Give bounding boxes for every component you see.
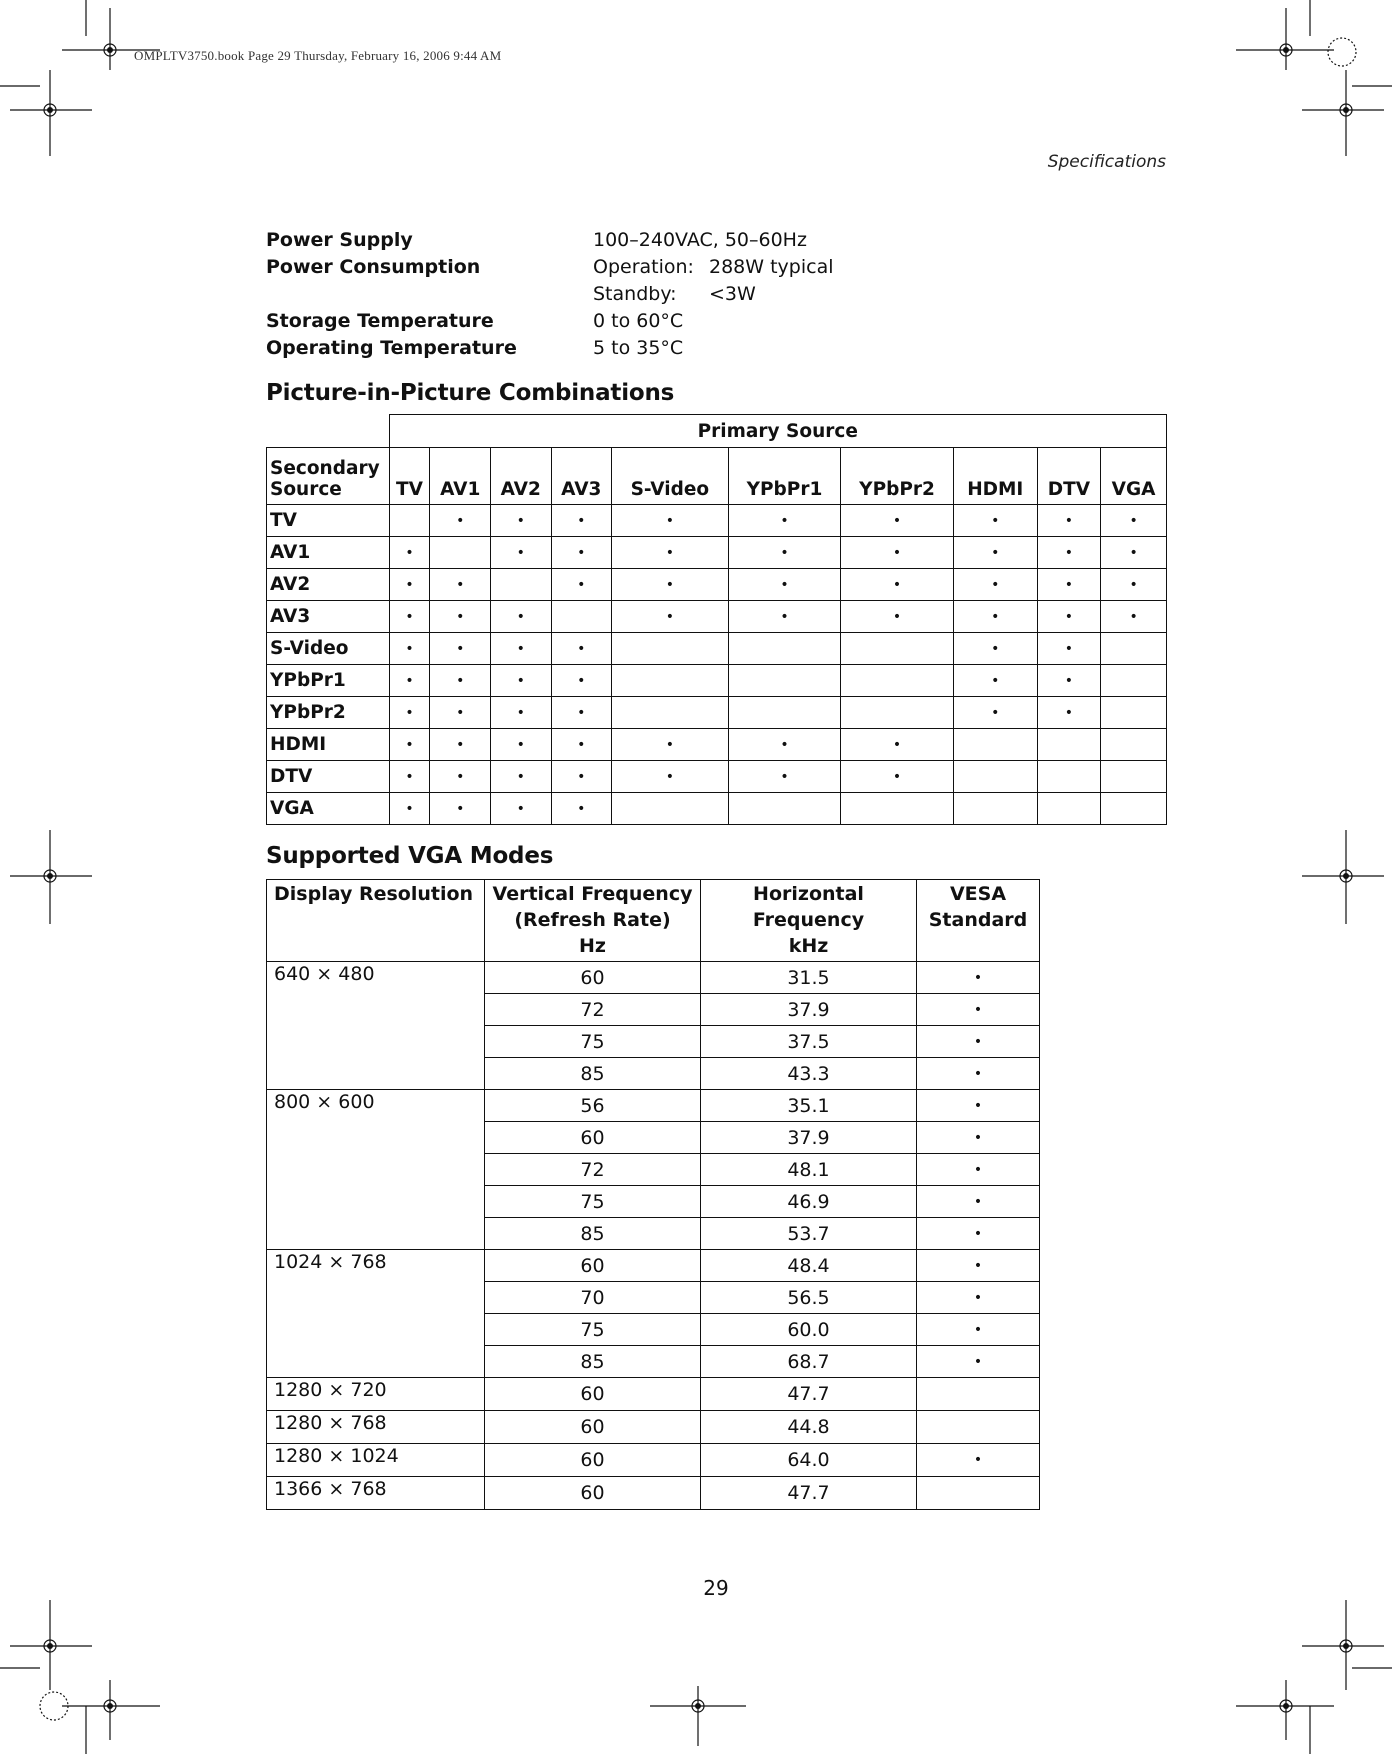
resolution-cell: 1024 × 768 [267, 1250, 485, 1378]
pip-empty-cell [728, 633, 841, 665]
pip-row-header: TV [267, 505, 390, 537]
horizontal-frequency-cell: 44.8 [701, 1411, 917, 1444]
spec-label: Operating Temperature [266, 337, 517, 359]
pip-empty-cell [953, 729, 1037, 761]
spec-subrow-standby [593, 281, 966, 308]
pip-supported-dot: • [728, 569, 841, 601]
pip-supported-dot: • [430, 569, 491, 601]
resolution-cell: 640 × 480 [267, 962, 485, 1090]
vertical-frequency-cell: 60 [485, 1378, 701, 1411]
pip-supported-dot: • [1037, 537, 1101, 569]
pip-supported-dot: • [491, 761, 552, 793]
vesa-dot: • [917, 1346, 1040, 1378]
pip-empty-cell [841, 697, 954, 729]
resolution-header: Display Resolution [267, 880, 485, 962]
spec-row-storage-temperature [266, 308, 966, 335]
pip-row-header: DTV [267, 761, 390, 793]
horizontal-frequency-cell: 47.7 [701, 1477, 917, 1510]
pip-supported-dot: • [389, 793, 430, 825]
pip-supported-dot: • [551, 537, 612, 569]
pip-supported-dot: • [841, 505, 954, 537]
spec-row-power-supply [266, 227, 966, 254]
vesa-dot: • [917, 1186, 1040, 1218]
pip-empty-cell [612, 665, 729, 697]
horizontal-frequency-cell: 68.7 [701, 1346, 917, 1378]
vertical-frequency-cell: 60 [485, 1444, 701, 1477]
vesa-dot: • [917, 1154, 1040, 1186]
pip-supported-dot: • [612, 761, 729, 793]
vga-mode-row [267, 1250, 1040, 1282]
horizontal-frequency-cell: 48.1 [701, 1154, 917, 1186]
secondary-source-header [267, 448, 390, 505]
pip-supported-dot: • [430, 505, 491, 537]
vertical-frequency-cell: 60 [485, 1122, 701, 1154]
pip-column-header: AV2 [491, 448, 552, 505]
horizontal-frequency-cell: 37.5 [701, 1026, 917, 1058]
resolution-cell: 1280 × 1024 [267, 1444, 485, 1477]
pip-supported-dot: • [430, 761, 491, 793]
pip-column-header: HDMI [953, 448, 1037, 505]
pip-supported-dot: • [841, 601, 954, 633]
spec-list [266, 227, 966, 362]
vesa-dot: • [917, 1314, 1040, 1346]
pip-row [267, 793, 1167, 825]
horizontal-frequency-cell: 37.9 [701, 1122, 917, 1154]
pip-row-header: AV1 [267, 537, 390, 569]
pip-supported-dot: • [551, 569, 612, 601]
pip-supported-dot: • [430, 633, 491, 665]
vertical-frequency-cell: 60 [485, 1411, 701, 1444]
pip-supported-dot: • [1101, 537, 1167, 569]
pip-empty-cell [1101, 793, 1167, 825]
vga-mode-row [267, 962, 1040, 994]
pip-column-header: VGA [1101, 448, 1167, 505]
vertical-frequency-cell: 60 [485, 1477, 701, 1510]
header-line: kHz [788, 935, 829, 957]
pip-row-header: AV2 [267, 569, 390, 601]
pip-supported-dot: • [491, 633, 552, 665]
horizontal-frequency-cell: 60.0 [701, 1314, 917, 1346]
pip-column-header: TV [389, 448, 430, 505]
pip-supported-dot: • [1101, 601, 1167, 633]
vesa-standard-header [917, 880, 1040, 962]
pip-supported-dot: • [1101, 505, 1167, 537]
pip-row-header: YPbPr1 [267, 665, 390, 697]
vesa-dot: • [917, 1250, 1040, 1282]
horizontal-frequency-cell: 53.7 [701, 1218, 917, 1250]
pip-supported-dot: • [551, 729, 612, 761]
vesa-dot: • [917, 1058, 1040, 1090]
pip-empty-cell [612, 633, 729, 665]
pip-supported-dot: • [728, 537, 841, 569]
pip-supported-dot: • [551, 793, 612, 825]
vertical-frequency-cell: 85 [485, 1346, 701, 1378]
vga-modes-table [266, 879, 1040, 1510]
pip-supported-dot: • [728, 729, 841, 761]
pip-empty-cell [491, 569, 552, 601]
header-line: Vertical Frequency [492, 883, 693, 905]
pip-supported-dot: • [1037, 697, 1101, 729]
vga-mode-row [267, 1411, 1040, 1444]
secondary-label-line: Secondary [270, 458, 380, 479]
pip-column-header: S-Video [612, 448, 729, 505]
pip-empty-cell [728, 665, 841, 697]
pip-empty-cell [389, 505, 430, 537]
vesa-dot: • [917, 1090, 1040, 1122]
pip-heading: Picture-in-Picture Combinations [266, 380, 675, 406]
pip-column-header: AV3 [551, 448, 612, 505]
vertical-frequency-cell: 60 [485, 962, 701, 994]
pip-empty-cell [841, 665, 954, 697]
pip-supported-dot: • [953, 537, 1037, 569]
pip-table [266, 414, 1167, 825]
spec-label: Storage Temperature [266, 310, 494, 332]
pip-row [267, 761, 1167, 793]
pip-empty-cell [1037, 729, 1101, 761]
pip-empty-cell [1037, 793, 1101, 825]
vesa-dot: • [917, 962, 1040, 994]
pip-empty-cell [841, 633, 954, 665]
pip-supported-dot: • [953, 697, 1037, 729]
pip-supported-dot: • [728, 761, 841, 793]
page-number: 29 [703, 1576, 729, 1600]
pip-supported-dot: • [1037, 665, 1101, 697]
pip-supported-dot: • [551, 633, 612, 665]
vesa-dot: • [917, 1218, 1040, 1250]
vesa-dot: • [917, 994, 1040, 1026]
header-line: Hz [579, 935, 606, 957]
running-head: Specifications [1047, 152, 1166, 172]
pip-empty-cell [1101, 761, 1167, 793]
pip-empty-cell [430, 537, 491, 569]
pip-row-header: VGA [267, 793, 390, 825]
pip-empty-cell [612, 697, 729, 729]
pip-supported-dot: • [430, 793, 491, 825]
pip-supported-dot: • [1037, 601, 1101, 633]
pip-supported-dot: • [728, 601, 841, 633]
pip-column-header: AV1 [430, 448, 491, 505]
pip-row [267, 601, 1167, 633]
pip-row [267, 729, 1167, 761]
pip-empty-cell [1037, 761, 1101, 793]
vertical-frequency-cell: 56 [485, 1090, 701, 1122]
pip-supported-dot: • [491, 665, 552, 697]
pip-supported-dot: • [389, 729, 430, 761]
header-line: Standard [928, 909, 1028, 931]
pip-supported-dot: • [612, 505, 729, 537]
vertical-frequency-cell: 70 [485, 1282, 701, 1314]
horizontal-frequency-header [701, 880, 917, 962]
pip-supported-dot: • [491, 537, 552, 569]
vga-mode-row [267, 1090, 1040, 1122]
spec-subvalue: 288W typical [709, 256, 834, 278]
primary-source-header: Primary Source [389, 415, 1167, 448]
vertical-frequency-cell: 75 [485, 1026, 701, 1058]
pip-empty-cell [1101, 729, 1167, 761]
pip-row [267, 569, 1167, 601]
pip-row [267, 537, 1167, 569]
pip-corner [267, 415, 390, 448]
pip-empty-cell [1101, 665, 1167, 697]
vesa-dot: • [917, 1444, 1040, 1477]
horizontal-frequency-cell: 64.0 [701, 1444, 917, 1477]
spec-subvalue: <3W [709, 283, 756, 305]
spec-value: 0 to 60°C [593, 310, 684, 332]
vertical-frequency-cell: 75 [485, 1314, 701, 1346]
vesa-empty-cell [917, 1411, 1040, 1444]
vesa-empty-cell [917, 1477, 1040, 1510]
horizontal-frequency-cell: 35.1 [701, 1090, 917, 1122]
spec-row-operating-temperature [266, 335, 966, 362]
pip-supported-dot: • [1101, 569, 1167, 601]
pip-empty-cell [953, 793, 1037, 825]
vga-mode-row [267, 1378, 1040, 1411]
pip-supported-dot: • [953, 601, 1037, 633]
spec-subkey: Operation: [593, 256, 694, 278]
pip-empty-cell [551, 601, 612, 633]
header-line: (Refresh Rate) [514, 909, 671, 931]
horizontal-frequency-cell: 37.9 [701, 994, 917, 1026]
pip-supported-dot: • [491, 729, 552, 761]
horizontal-frequency-cell: 31.5 [701, 962, 917, 994]
pip-supported-dot: • [389, 665, 430, 697]
pip-supported-dot: • [491, 793, 552, 825]
pip-empty-cell [1101, 633, 1167, 665]
pip-row [267, 665, 1167, 697]
pip-empty-cell [612, 793, 729, 825]
pip-supported-dot: • [1037, 569, 1101, 601]
pip-supported-dot: • [551, 761, 612, 793]
pip-supported-dot: • [389, 601, 430, 633]
header-line: Horizontal [753, 883, 864, 905]
vesa-dot: • [917, 1282, 1040, 1314]
resolution-cell: 1280 × 720 [267, 1378, 485, 1411]
resolution-cell: 800 × 600 [267, 1090, 485, 1250]
pip-empty-cell [953, 761, 1037, 793]
pip-supported-dot: • [612, 537, 729, 569]
pip-empty-cell [841, 793, 954, 825]
pip-empty-cell [728, 793, 841, 825]
pip-supported-dot: • [953, 665, 1037, 697]
pip-supported-dot: • [389, 633, 430, 665]
secondary-label-line: Source [270, 479, 342, 500]
pip-empty-cell [1101, 697, 1167, 729]
vertical-frequency-cell: 72 [485, 994, 701, 1026]
pip-supported-dot: • [841, 729, 954, 761]
spec-subrow-operation [593, 254, 966, 281]
pip-supported-dot: • [430, 729, 491, 761]
pip-supported-dot: • [612, 601, 729, 633]
pip-row [267, 505, 1167, 537]
horizontal-frequency-cell: 47.7 [701, 1378, 917, 1411]
resolution-cell: 1366 × 768 [267, 1477, 485, 1510]
pip-supported-dot: • [841, 761, 954, 793]
pip-supported-dot: • [551, 697, 612, 729]
horizontal-frequency-cell: 46.9 [701, 1186, 917, 1218]
pip-supported-dot: • [953, 569, 1037, 601]
vertical-frequency-cell: 75 [485, 1186, 701, 1218]
header-line: Frequency [752, 909, 865, 931]
spec-label: Power Supply [266, 229, 413, 251]
pip-supported-dot: • [953, 505, 1037, 537]
vertical-frequency-cell: 85 [485, 1218, 701, 1250]
pip-supported-dot: • [389, 569, 430, 601]
vertical-frequency-cell: 85 [485, 1058, 701, 1090]
pip-row-header: YPbPr2 [267, 697, 390, 729]
spec-value: 100–240VAC, 50–60Hz [593, 229, 807, 251]
vga-mode-row [267, 1477, 1040, 1510]
pip-supported-dot: • [841, 537, 954, 569]
pip-supported-dot: • [612, 729, 729, 761]
pip-supported-dot: • [491, 505, 552, 537]
pip-row-header: HDMI [267, 729, 390, 761]
vga-heading: Supported VGA Modes [266, 843, 554, 869]
spec-subkey: Standby: [593, 283, 677, 305]
pip-supported-dot: • [430, 697, 491, 729]
pip-supported-dot: • [389, 697, 430, 729]
pip-column-header: DTV [1037, 448, 1101, 505]
pip-supported-dot: • [491, 601, 552, 633]
vga-mode-row [267, 1444, 1040, 1477]
pip-supported-dot: • [389, 537, 430, 569]
pip-supported-dot: • [612, 569, 729, 601]
pip-column-header: YPbPr1 [728, 448, 841, 505]
pip-supported-dot: • [389, 761, 430, 793]
vertical-frequency-cell: 60 [485, 1250, 701, 1282]
pip-supported-dot: • [430, 601, 491, 633]
spec-row-power-consumption [266, 254, 966, 308]
spec-value [593, 254, 966, 308]
horizontal-frequency-cell: 56.5 [701, 1282, 917, 1314]
vertical-frequency-cell: 72 [485, 1154, 701, 1186]
pip-empty-cell [728, 697, 841, 729]
pip-supported-dot: • [430, 665, 491, 697]
horizontal-frequency-cell: 48.4 [701, 1250, 917, 1282]
vesa-dot: • [917, 1026, 1040, 1058]
pip-supported-dot: • [1037, 505, 1101, 537]
vertical-frequency-header [485, 880, 701, 962]
vesa-dot: • [917, 1122, 1040, 1154]
pip-supported-dot: • [551, 505, 612, 537]
spec-value: 5 to 35°C [593, 337, 684, 359]
pip-supported-dot: • [841, 569, 954, 601]
pip-row [267, 633, 1167, 665]
pip-supported-dot: • [1037, 633, 1101, 665]
header-line: VESA [949, 883, 1007, 905]
pip-supported-dot: • [551, 665, 612, 697]
pip-supported-dot: • [953, 633, 1037, 665]
pip-supported-dot: • [491, 697, 552, 729]
pip-row-header: S-Video [267, 633, 390, 665]
vesa-empty-cell [917, 1378, 1040, 1411]
pip-row-header: AV3 [267, 601, 390, 633]
slug-line: OMPLTV3750.book Page 29 Thursday, February 16, 2006 9:44 AM [134, 48, 502, 63]
spec-label: Power Consumption [266, 256, 481, 278]
pip-supported-dot: • [728, 505, 841, 537]
pip-row [267, 697, 1167, 729]
horizontal-frequency-cell: 43.3 [701, 1058, 917, 1090]
pip-column-header: YPbPr2 [841, 448, 954, 505]
resolution-cell: 1280 × 768 [267, 1411, 485, 1444]
